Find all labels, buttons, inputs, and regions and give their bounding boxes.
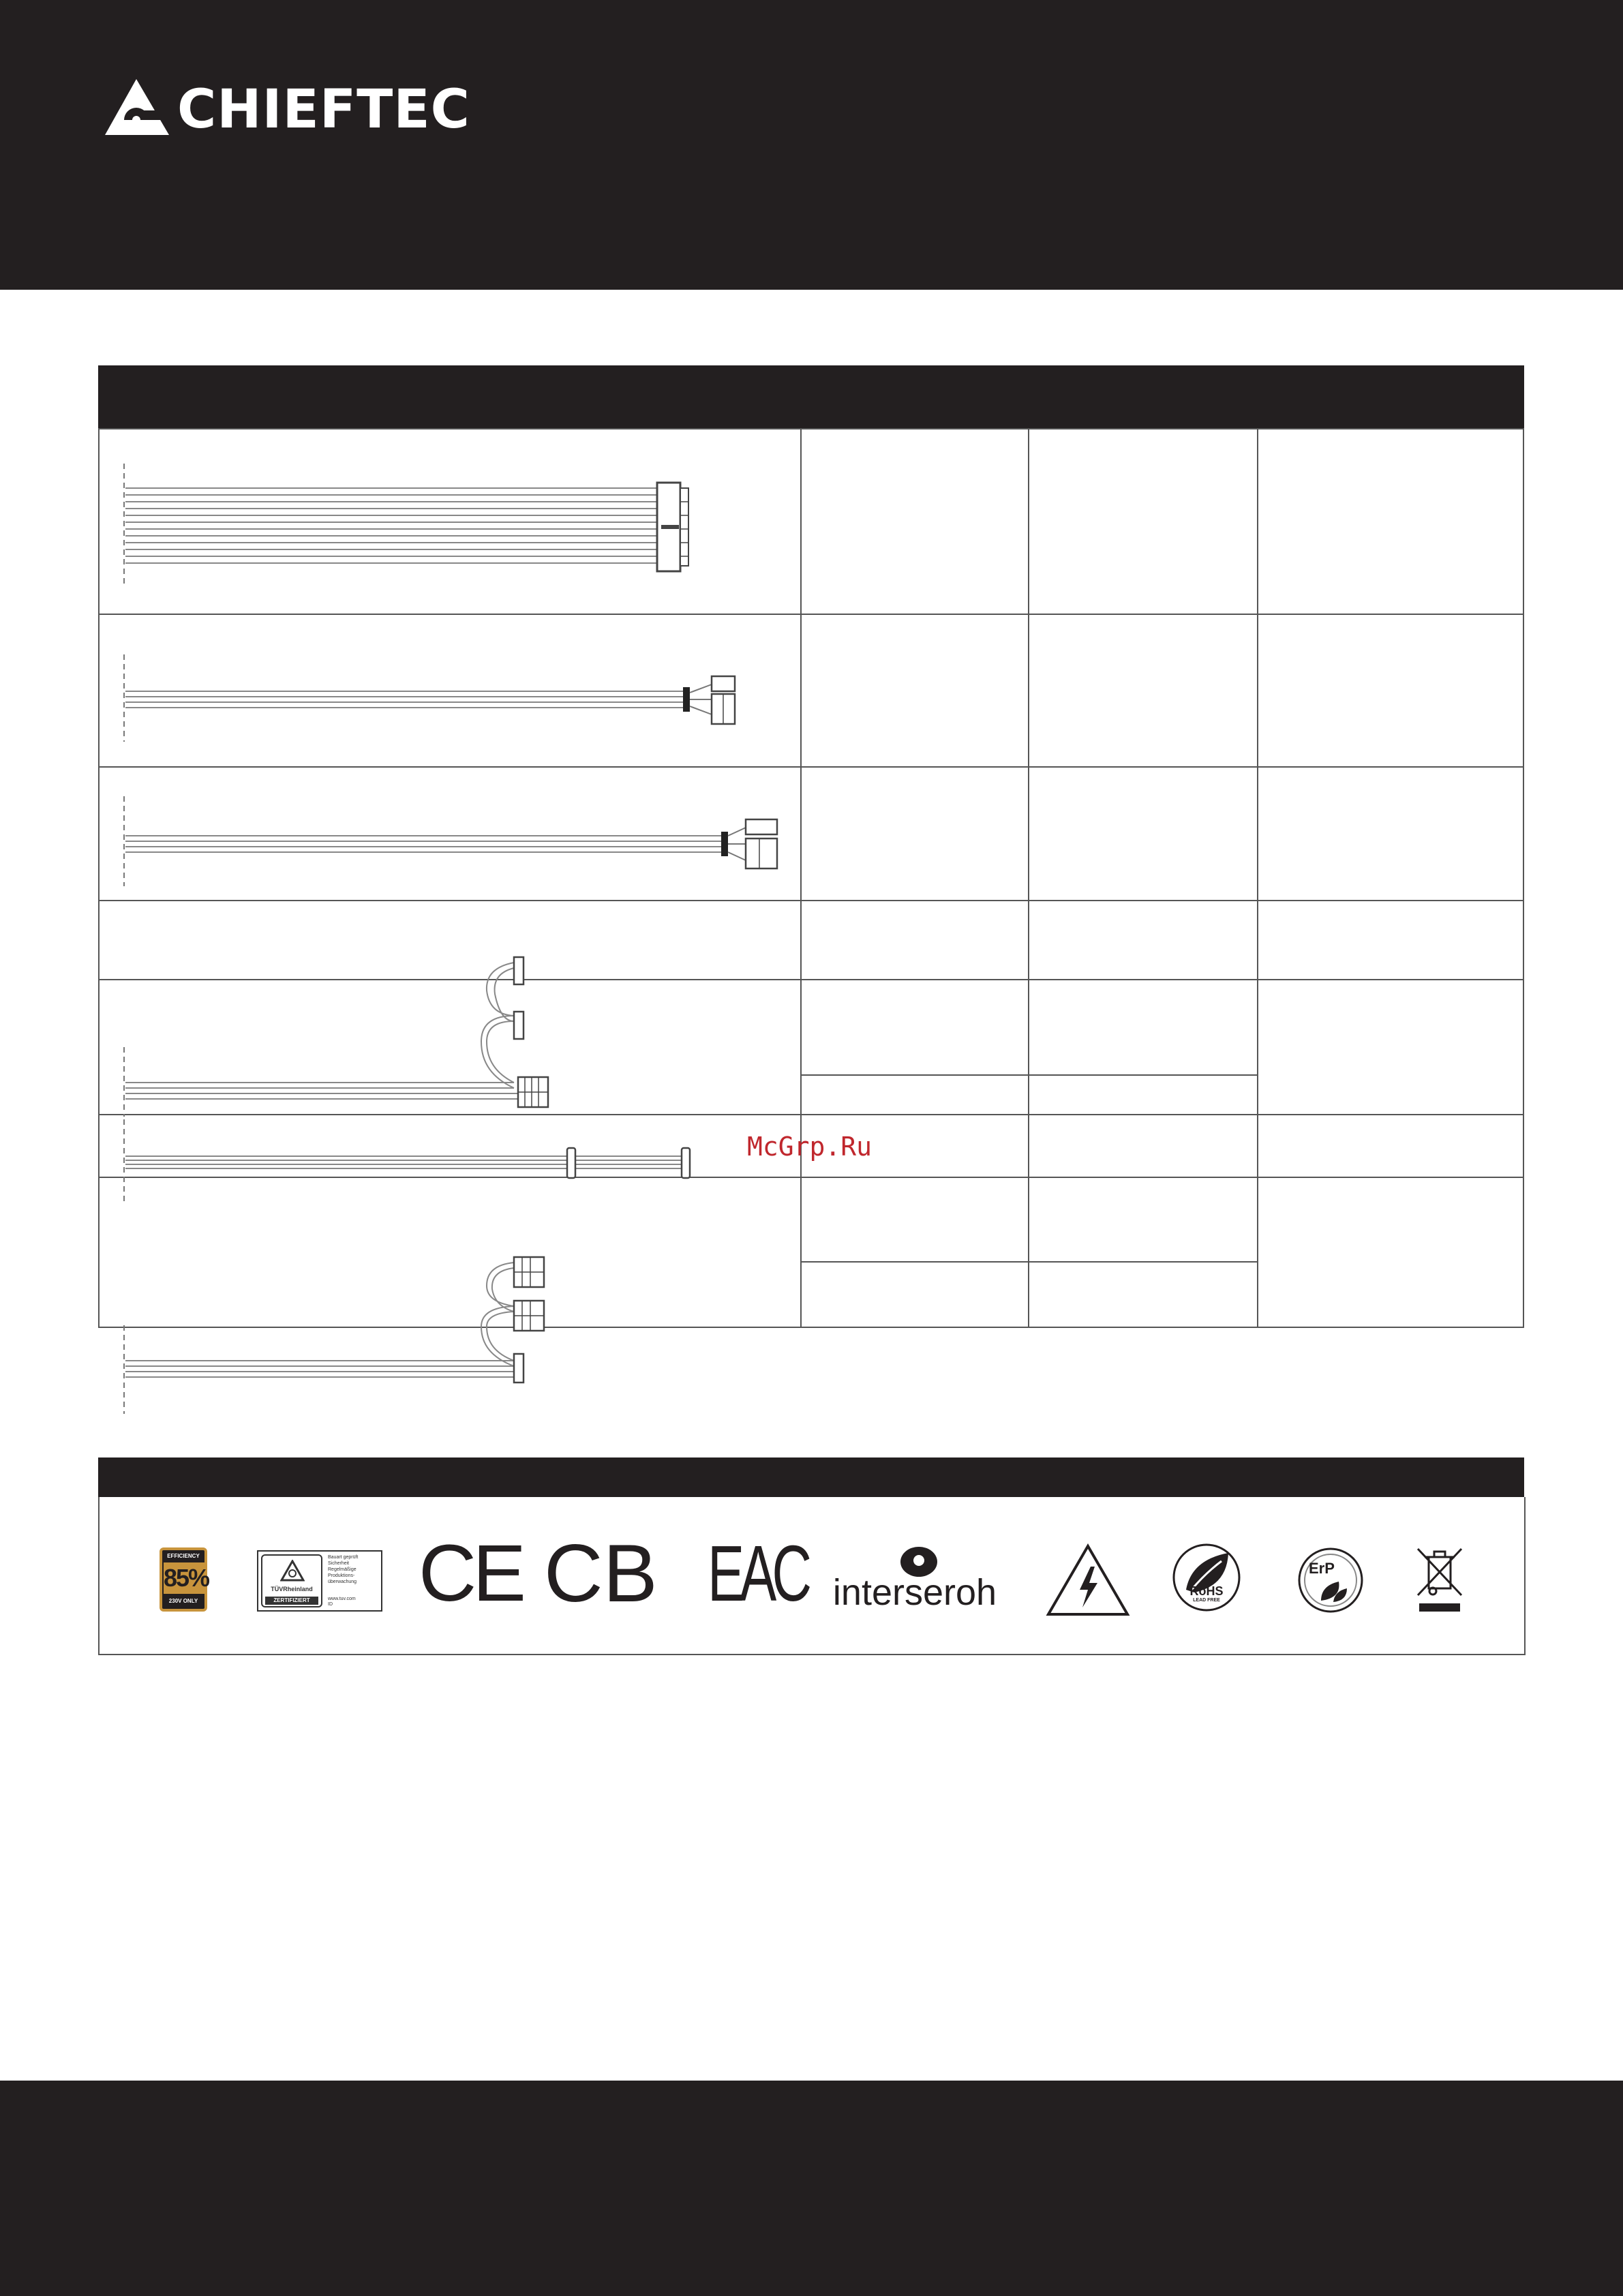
table-left-border xyxy=(98,428,100,1328)
table-right-border xyxy=(1523,428,1524,1328)
high-voltage-warning-icon xyxy=(1046,1543,1130,1617)
weee-crossed-bin-icon xyxy=(1414,1545,1466,1614)
certifications-header-bar xyxy=(98,1457,1524,1497)
brand-logo xyxy=(104,75,470,143)
atx-24pin-cable-drawing xyxy=(119,461,787,618)
tuv-rheinland-mark: TÜVRheinland ZERTIFIZIERT Bauart geprüft Sicherheit Regelmäßige Produktions- überwachung www.tuv.com ID xyxy=(257,1550,382,1612)
erp-circle-icon xyxy=(1296,1546,1365,1614)
sata-cable-drawing xyxy=(119,1231,787,1415)
erp-mark: ErP xyxy=(1296,1546,1365,1614)
certifications-panel xyxy=(98,1457,1524,1655)
column-divider xyxy=(1028,428,1029,1328)
watermark-text: McGrp.Ru xyxy=(747,1132,873,1162)
column-divider xyxy=(1257,428,1258,1328)
top-banner xyxy=(0,0,1623,290)
cpu-8pin-cable-drawing xyxy=(119,652,787,788)
bottom-banner xyxy=(0,2081,1623,2296)
cable-table xyxy=(98,365,1524,1389)
eac-mark: EAC xyxy=(708,1529,807,1618)
ce-mark: CE xyxy=(419,1528,522,1618)
efficiency-85-badge: EFFICIENCY 85% 230V ONLY xyxy=(160,1547,207,1612)
column-divider xyxy=(800,428,802,1328)
tuv-triangle-icon xyxy=(280,1560,305,1582)
brand-name: CHIEFTEC xyxy=(177,79,470,140)
pcie-8pin-cable-drawing xyxy=(119,794,787,916)
chieftec-triangle-icon xyxy=(104,78,179,140)
peripheral-combo-cable-drawing xyxy=(119,919,787,1117)
table-header-bar xyxy=(98,365,1524,428)
subrow-divider xyxy=(800,1261,1257,1263)
subrow-divider xyxy=(800,1074,1257,1076)
rohs-mark: RoHS LEAD FREE xyxy=(1171,1542,1242,1613)
interseroh-mark: interseroh xyxy=(828,1546,1002,1612)
cb-mark: CB xyxy=(544,1528,658,1619)
